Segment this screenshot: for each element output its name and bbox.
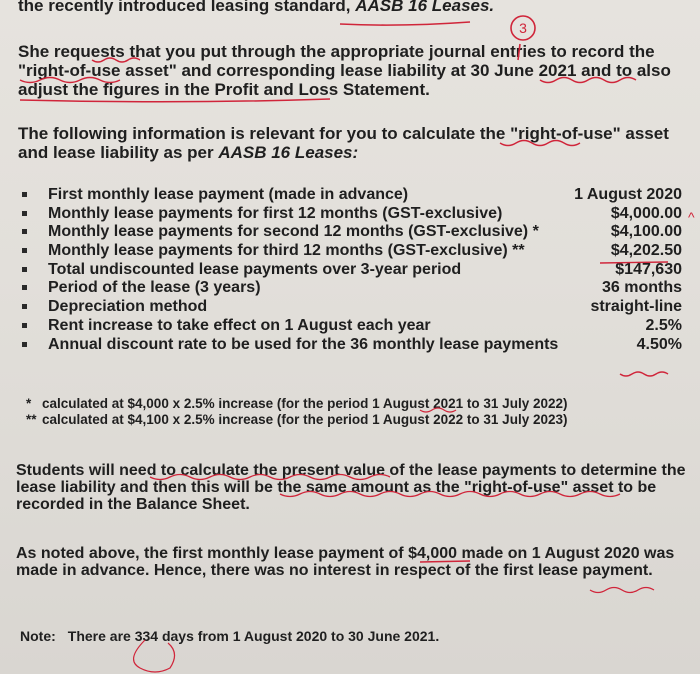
lease-item-label: Monthly lease payments for third 12 months (GST-exclusive) **	[48, 242, 525, 260]
footnote-marker: **	[26, 412, 37, 427]
bullet-icon	[22, 192, 27, 197]
lease-item	[22, 336, 682, 355]
lease-items-list	[22, 186, 682, 354]
top-line-standard: AASB 16 Leases.	[355, 0, 495, 15]
bullet-icon	[22, 211, 27, 216]
lease-item-label: Total undiscounted lease payments over 3-year period	[48, 260, 462, 278]
info-paragraph-standard: AASB 16 Leases:	[218, 143, 359, 162]
footnote-marker: *	[26, 396, 32, 411]
footnote-text: calculated at $4,100 x 2.5% increase (for the period 1 August 2022 to 31 July 2023)	[42, 412, 568, 427]
top-line-prefix: the recently introduced leasing standard,	[18, 0, 356, 15]
ink-wavy-rate	[620, 372, 668, 376]
lease-item-label: Monthly lease payments for second 12 months (GST-exclusive) *	[48, 223, 539, 241]
ink-circle	[511, 16, 535, 40]
lease-item	[22, 223, 682, 242]
ink-underline-standard	[340, 22, 470, 25]
lease-item	[22, 317, 682, 336]
lease-item	[22, 205, 682, 224]
noted-paragraph: As noted above, the first monthly lease payment of $4,000 made on 1 August 2020 was made in advance. Hence, there was no interest in respect of the first lease payment.	[16, 545, 675, 579]
lease-item-label: Depreciation method	[48, 298, 208, 316]
request-paragraph: She requests that you put through the appropriate journal entries to record the "right-of-use asset" and corresponding lease liability at 30 June 2021 and to also adjust the figures in the Profit and Loss Statement.	[18, 42, 671, 99]
ink-loop-note	[134, 640, 175, 672]
lease-item-label: Annual discount rate to be used for the 36 monthly lease payments	[48, 335, 559, 353]
info-paragraph	[18, 124, 690, 162]
lease-item-label: Period of the lease (3 years)	[48, 279, 261, 297]
ink-underline-figures	[20, 99, 330, 102]
lease-item-value: $147,630	[615, 260, 682, 278]
bullet-icon	[22, 342, 27, 347]
bullet-icon	[22, 267, 27, 272]
lease-item-value: $4,000.00	[610, 204, 682, 222]
lease-item	[22, 242, 682, 261]
note-label: Note:	[20, 628, 56, 644]
lease-item	[22, 298, 682, 317]
lease-item	[22, 186, 682, 205]
ink-circled-number: 3	[519, 20, 527, 36]
lease-item-value: $4,100.00	[610, 223, 682, 241]
lease-item-label: Rent increase to take effect on 1 August each year	[48, 316, 431, 334]
lease-item-value: 2.5%	[645, 316, 682, 334]
bullet-icon	[22, 285, 27, 290]
bullet-icon	[22, 304, 27, 309]
lease-item-label: Monthly lease payments for first 12 months (GST-exclusive)	[48, 204, 503, 222]
lease-item-value: 1 August 2020	[574, 186, 682, 203]
note-text: There are 334 days from 1 August 2020 to 30 June 2021.	[67, 628, 440, 644]
note-line	[20, 628, 439, 644]
students-paragraph: Students will need to calculate the present value of the lease payments to determine the lease liability and then this will be the same amount as the "right-of-use" asset to be recorded in the Balance Sheet.	[16, 462, 686, 513]
info-paragraph-text: The following information is relevant for you to calculate the "right-of-use" asset and lease liability as per	[18, 124, 669, 162]
footnote-text: calculated at $4,000 x 2.5% increase (for the period 1 August 2021 to 31 July 2022)	[42, 396, 568, 411]
lease-item-value: 4.50%	[636, 335, 682, 353]
lease-item	[22, 279, 682, 298]
top-line	[18, 0, 494, 16]
lease-item-value: $4,202.50	[610, 242, 682, 260]
lease-item-value: 36 months	[601, 279, 682, 297]
bullet-icon	[22, 323, 27, 328]
lease-item-label: First monthly lease payment (made in advance)	[48, 186, 409, 203]
ink-wavy-first-lease	[590, 588, 654, 593]
bullet-icon	[22, 229, 27, 234]
bullet-icon	[22, 248, 27, 253]
lease-item	[22, 261, 682, 280]
lease-item-value: straight-line	[590, 298, 682, 316]
ink-tick-mark: ^	[688, 209, 695, 225]
